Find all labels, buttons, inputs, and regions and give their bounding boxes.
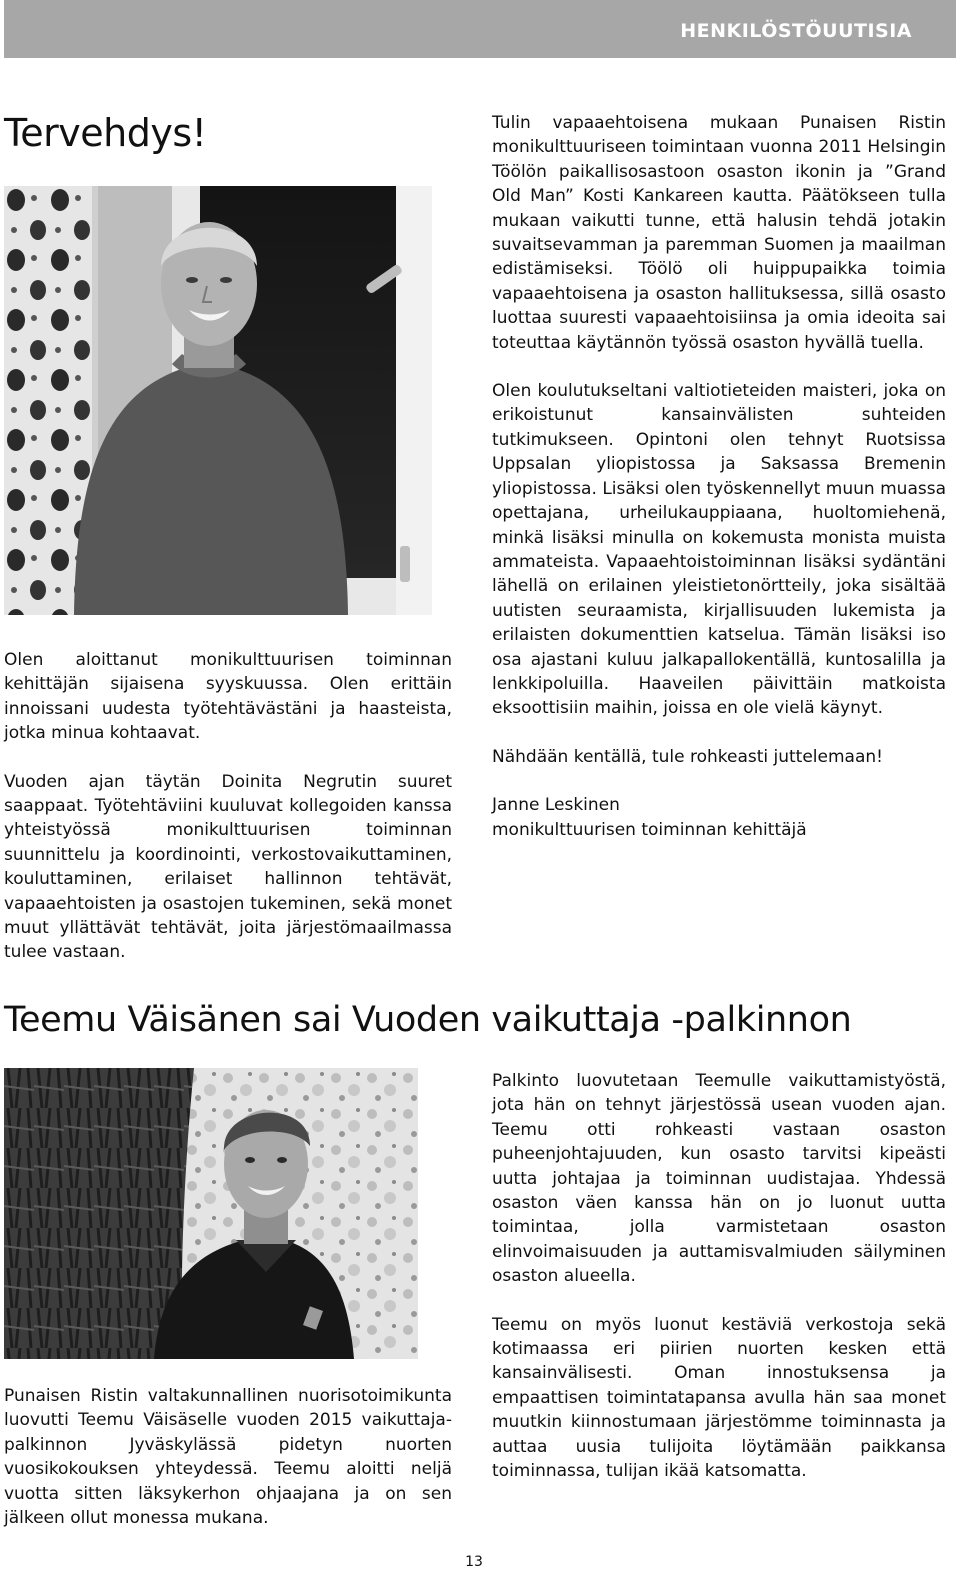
- portrait-photo-teemu: [4, 1068, 418, 1359]
- paragraph: Palkinto luovutetaan Teemulle vaikuttamistyöstä, jota hän on tehnyt järjestössä usean vuoden ajan. Teemu otti rohkeasti vastaan osaston puheenjohtajuuden, kun osasto tarvitsi kipeästi uutta johtajaa ja toiminnan uudistajaa. Yhdessä osaston väen kanssa hän on jo luonut uutta toimintaa, jolla varmistetaan osaston elinvoimaisuuden ja auttamisvalmiuden säilyminen osaston alueella.: [492, 1071, 946, 1287]
- paragraph: Teemu on myös luonut kestäviä verkostoja sekä kotimaassa eri piirien nuorten kesken että kansainvälisesti. Oman innostuksensa ja empaattisen toimintatapansa avulla hän saa monet muutkin kiinnostumaan järjestömme toiminnasta ja auttaa uusia tulijoita löytämään paikkansa toiminnassa, tulijan ikää katsomatta.: [492, 1314, 946, 1482]
- article2-right-column: [492, 1069, 946, 1484]
- paragraph: Tulin vapaaehtoisena mukaan Punaisen Ristin monikulttuuriseen toimintaan vuonna 2011 Helsingin Töölön paikallisosastoon osaston ikonin ja ”Grand Old Man” Kosti Kankareen kautta. Päätökseen tulla mukaan vaikutti tunne, että halusin tehdä jotakin suvaitsevamman ja paremman Suomen ja maailman edistämiseksi. Töölö oli huippupaikka toimia vapaaehtoisena ja osaston hallituksessa, sillä osasto luottaa suuresti vapaaehtoisiinsa ja omia ideoita sai toteuttaa käytännön työssä osaston hyvällä tuella.: [492, 113, 946, 353]
- page-number: 13: [465, 1554, 483, 1570]
- article1-right-column: [492, 111, 946, 842]
- article-title-award: Teemu Väisänen sai Vuoden vaikuttaja -palkinnon: [4, 1000, 852, 1040]
- article-title-greeting: Tervehdys!: [4, 111, 207, 155]
- article1-left-column: [4, 648, 452, 965]
- paragraph: Olen koulutukseltani valtiotieteiden maisteri, joka on erikoistunut kansainvälisten suhteiden tutkimukseen. Opintoni olen tehnyt Ruotsissa Uppsalan yliopistossa ja Saksassa Bremenin yliopistossa. Lisäksi olen työskennellyt muun muassa opettajana, urheilukauppiaana, huoltomiehenä, minkä lisäksi minulla on kokemusta monista muista ammateista. Vapaaehtoistoiminnan lisäksi sydäntäni lähellä on erilainen yleistietonörtteily, joka sisältää uutisten seuraamista, kirjallisuuden lukemista ja erilaisten dokumenttien katselua. Tämän lisäksi iso osa ajastani kuluu jalkapallokentällä, kuntosalilla ja lenkkipoluilla. Haaveilen päivittäin matkoista eksoottisiin maihin, joissa en ole vielä käynyt.: [492, 381, 946, 719]
- section-label: HENKILÖSTÖUUTISIA: [680, 20, 912, 42]
- section-header-bar: [4, 0, 956, 58]
- portrait-photo-teemu-image: [4, 1068, 418, 1359]
- paragraph: Nähdään kentällä, tule rohkeasti juttelemaan!: [492, 746, 883, 767]
- portrait-photo-janne: [4, 186, 432, 615]
- paragraph: Vuoden ajan täytän Doinita Negrutin suuret saappaat. Työtehtäviini kuuluvat kollegoiden kanssa yhteistyössä monikulttuurisen toiminnan suunnittelu ja koordinointi, verkostovaikuttaminen, kouluttaminen, erilaiset hallinnon tehtävät, vapaaehtoisten ja osastojen tukeminen, sekä monet muut yllättävät tehtävät, joita järjestömaailmassa tulee vastaan.: [4, 771, 452, 963]
- signature-role: monikulttuurisen toiminnan kehittäjä: [492, 819, 807, 840]
- article2-left-column: [4, 1384, 452, 1530]
- portrait-photo-janne-image: [4, 186, 432, 615]
- paragraph: Punaisen Ristin valtakunnallinen nuorisotoimikunta luovutti Teemu Väisäselle vuoden 2015 vaikuttaja-palkinnon Jyväskylässä pidetyn nuorten vuosikokouksen yhteydessä. Teemu aloitti neljä vuotta sitten läksykerhon ohjaajana ja on sen jälkeen ollut monessa mukana.: [4, 1386, 452, 1529]
- signature-name: Janne Leskinen: [492, 795, 620, 816]
- paragraph: Olen aloittanut monikulttuurisen toiminnan kehittäjän sijaisena syyskuussa. Olen erittäin innoissani uudesta työtehtävästäni ja haasteista, jotka minua kohtaavat.: [4, 650, 452, 744]
- signature: [492, 793, 946, 842]
